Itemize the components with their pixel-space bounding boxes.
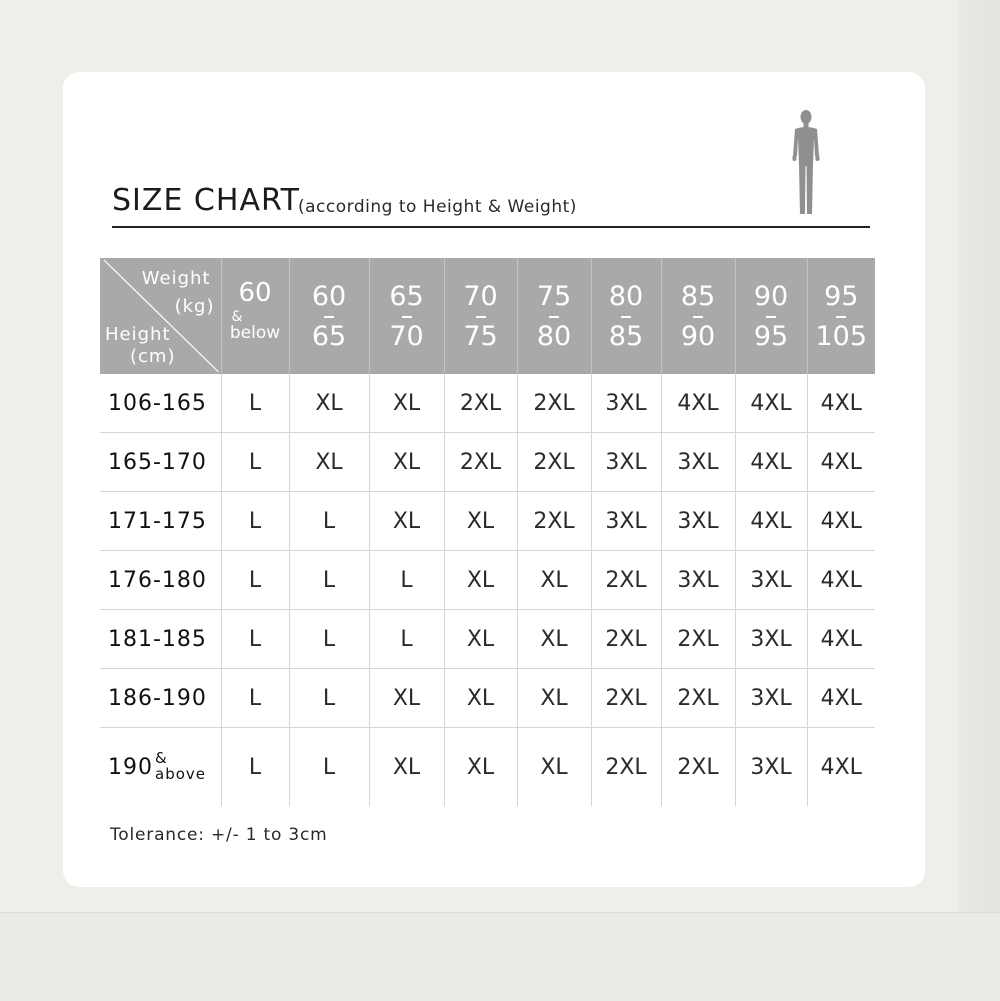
size-cell: 3XL [661,551,735,610]
height-unit: (cm) [130,346,176,367]
size-cell: L [369,551,444,610]
table-row [100,610,875,669]
size-cell: 3XL [735,728,807,807]
size-cell: XL [369,728,444,807]
table-row [100,374,875,433]
size-cell: 2XL [517,433,591,492]
size-chart-card [63,72,925,887]
size-cell: XL [517,669,591,728]
size-cell: L [289,669,369,728]
size-cell: XL [369,492,444,551]
size-cell: L [289,492,369,551]
background-right-strip [958,0,1000,1000]
size-cell: 4XL [820,754,862,780]
range-dash [549,316,559,318]
size-cell: 4XL [735,374,807,433]
table-row [100,551,875,610]
table-row [100,669,875,728]
size-cell: 3XL [735,610,807,669]
range-dash [476,316,486,318]
weight-col-header [807,258,875,374]
page-subtitle: (according to Height & Weight) [298,197,577,217]
height-range: 181-185 [100,610,221,669]
range-to: 90 [680,320,716,352]
size-cell: 2XL [661,610,735,669]
size-cell: L [221,610,289,669]
height-range: 165-170 [100,433,221,492]
size-cell: XL [444,492,517,551]
range-to: 95 [753,320,789,352]
size-cell: XL [369,669,444,728]
weight-col-value: 60 [238,278,272,308]
size-cell: XL [289,374,369,433]
size-cell: 4XL [807,610,875,669]
size-cell: L [221,374,289,433]
range-to: 75 [463,320,498,352]
size-cell: XL [369,433,444,492]
background-floor [0,912,1000,1001]
size-cell: XL [289,433,369,492]
weight-col-header [221,258,289,374]
size-cell: 4XL [807,551,875,610]
size-cell: L [221,433,289,492]
weight-col-below: below [229,323,281,343]
range-to: 65 [311,320,347,352]
range-to: 70 [389,320,424,352]
size-cell: 3XL [591,374,661,433]
weight-col-header [517,258,591,374]
size-cell: 4XL [807,669,875,728]
size-cell: 2XL [661,728,735,807]
range-from: 85 [680,280,716,312]
weight-col-header [735,258,807,374]
size-cell: 3XL [735,669,807,728]
table-row [100,433,875,492]
table-header-row [100,258,875,374]
range-from: 80 [608,280,644,312]
table-row [100,492,875,551]
size-cell: L [369,610,444,669]
size-cell: XL [444,728,517,807]
range-dash [402,316,412,318]
range-from: 60 [311,280,347,312]
size-cell: 3XL [661,433,735,492]
size-cell: L [221,551,289,610]
size-cell: 3XL [591,492,661,551]
size-cell: 2XL [591,728,661,807]
height-range: 186-190 [100,669,221,728]
range-dash [621,316,631,318]
size-cell: 2XL [444,374,517,433]
range-dash [324,316,334,318]
height-amp: & [155,749,168,768]
height-value: 190 [108,754,153,780]
size-cell: 2XL [591,610,661,669]
height-range [100,728,221,807]
range-from: 65 [389,280,424,312]
size-cell: 4XL [807,374,875,433]
size-cell: L [289,728,369,807]
size-cell: XL [517,551,591,610]
size-cell: XL [517,728,591,807]
weight-col-header [444,258,517,374]
title-row [112,180,870,228]
range-to: 105 [815,320,868,352]
size-cell: 2XL [591,669,661,728]
size-cell: 3XL [591,433,661,492]
range-from: 70 [463,280,498,312]
weight-col-header [289,258,369,374]
weight-col-header [369,258,444,374]
size-cell: 2XL [517,374,591,433]
size-table [100,258,875,806]
size-cell: L [289,610,369,669]
range-to: 85 [608,320,644,352]
size-cell: XL [444,610,517,669]
size-cell: L [289,551,369,610]
size-cell: L [221,492,289,551]
range-from: 75 [536,280,572,312]
height-label: Height [105,324,171,345]
size-cell: 4XL [735,492,807,551]
size-cell: L [221,669,289,728]
size-cell: 4XL [735,433,807,492]
height-range: 106-165 [100,374,221,433]
range-dash [693,316,703,318]
weight-label: Weight [141,268,211,289]
size-cell: 2XL [591,551,661,610]
table-row [100,728,875,807]
weight-col-header [591,258,661,374]
weight-col-amp: & [231,309,243,325]
size-cell: XL [444,669,517,728]
range-dash [836,316,846,318]
range-from: 95 [824,280,859,312]
page-title: SIZE CHART [112,183,300,218]
size-cell: XL [444,551,517,610]
size-cell: L [221,728,289,807]
size-cell: XL [517,610,591,669]
size-cell: 2XL [517,492,591,551]
height-range: 171-175 [100,492,221,551]
range-to: 80 [536,320,572,352]
range-dash [766,316,776,318]
size-cell: 4XL [661,374,735,433]
size-cell: XL [369,374,444,433]
size-cell: 4XL [807,492,875,551]
weight-col-header [661,258,735,374]
size-cell: 2XL [444,433,517,492]
tolerance-note: Tolerance: +/- 1 to 3cm [110,825,328,845]
weight-unit: (kg) [174,296,215,317]
range-from: 90 [753,280,789,312]
size-cell: 3XL [661,492,735,551]
corner-header [100,258,221,374]
size-cell: 4XL [807,433,875,492]
height-above: above [155,765,206,783]
size-cell: 3XL [735,551,807,610]
size-cell: 2XL [661,669,735,728]
height-range: 176-180 [100,551,221,610]
